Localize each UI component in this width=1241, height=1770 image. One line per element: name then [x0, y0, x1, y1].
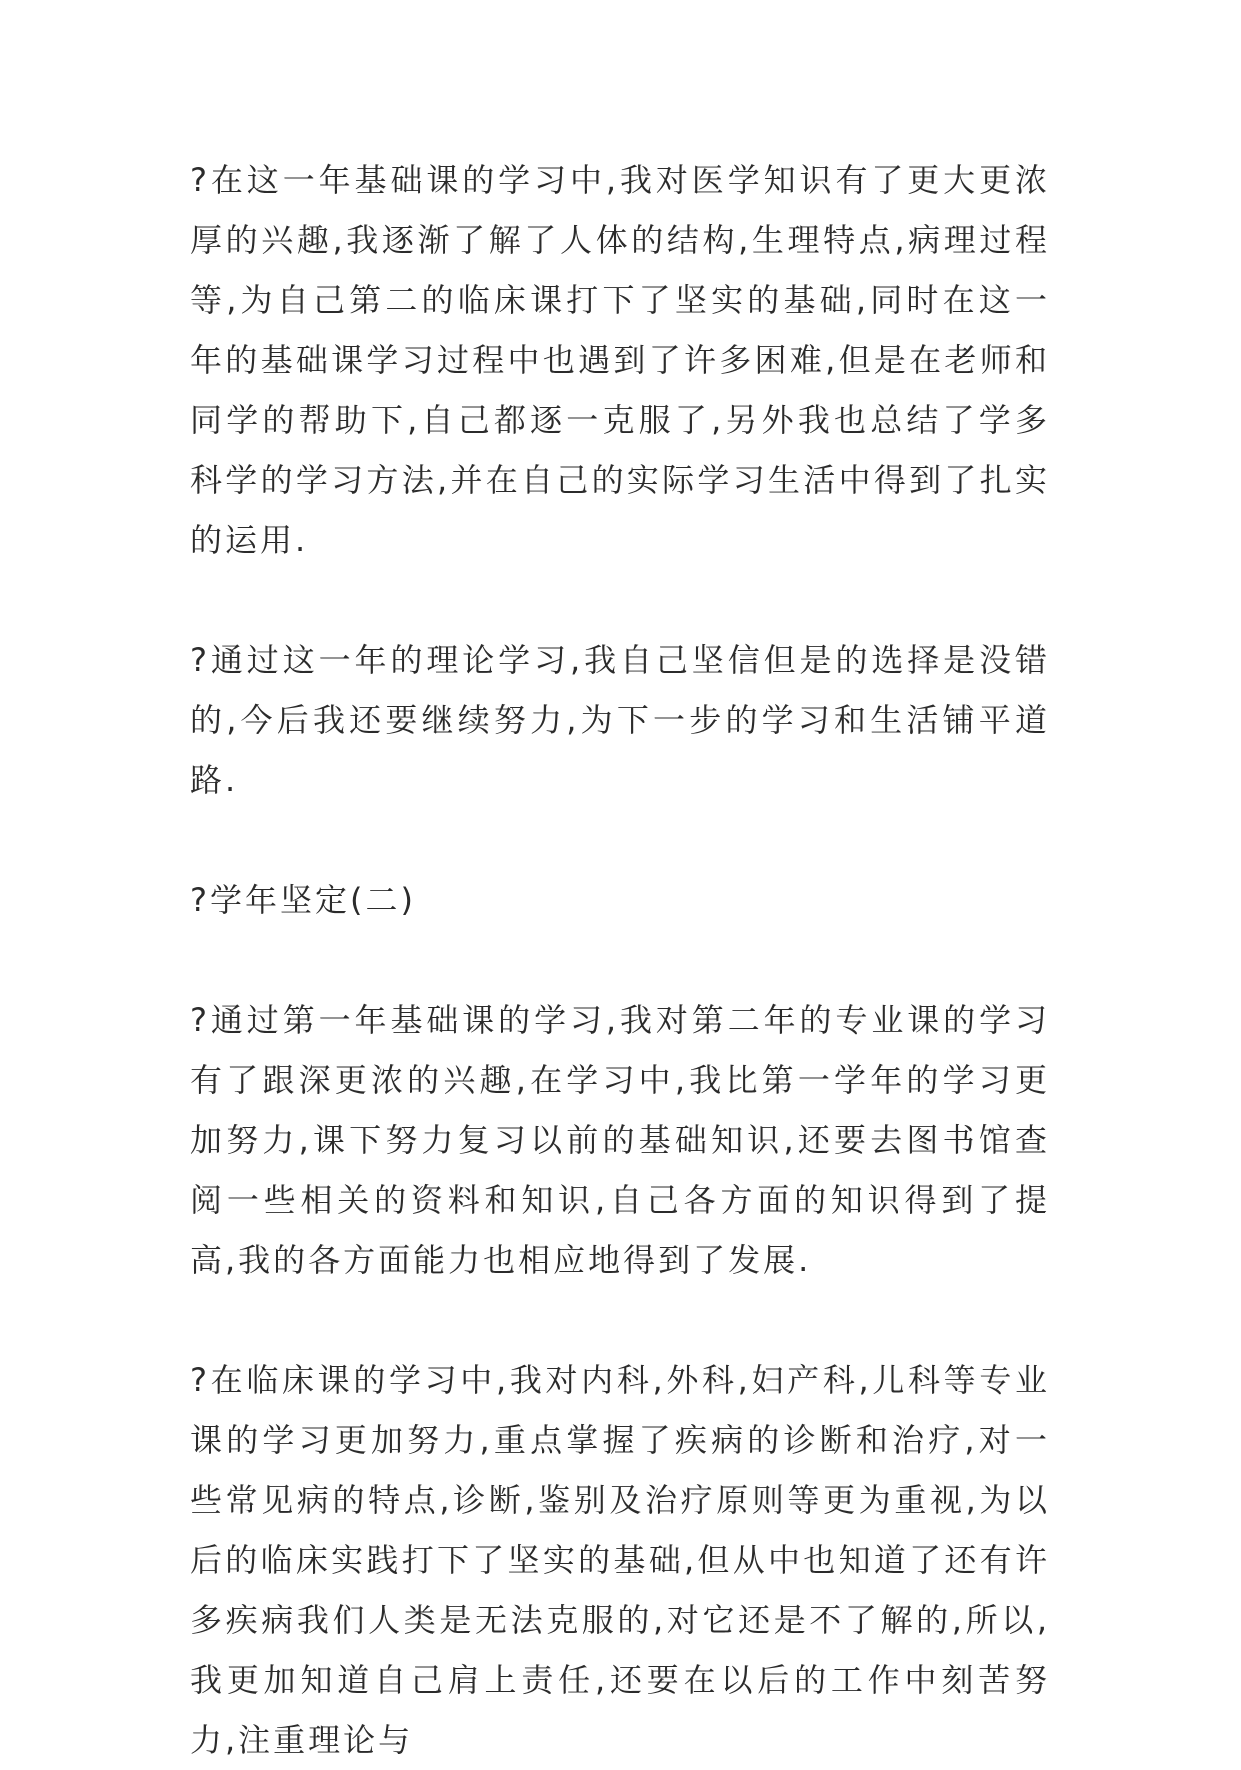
paragraph-theory-study: ?通过这一年的理论学习,我自己坚信但是的选择是没错的,今后我还要继续努力,为下一步的学习和生活铺平道路.: [190, 641, 1050, 799]
section-heading: ?学年坚定(二): [190, 881, 416, 919]
paragraph-specialty-courses: ?通过第一年基础课的学习,我对第二年的专业课的学习有了跟深更浓的兴趣,在学习中,我比第一学年的学习更加努力,课下努力复习以前的基础知识,还要去图书馆查阅一些相关的资料和知识,自己各方面的知识得到了提高,我的各方面能力也相应地得到了发展.: [190, 1001, 1050, 1279]
document-page: [190, 150, 1050, 1770]
paragraph-clinical-courses: ?在临床课的学习中,我对内科,外科,妇产科,儿科等专业课的学习更加努力,重点掌握了疾病的诊断和治疗,对一些常见病的特点,诊断,鉴别及治疗原则等更为重视,为以后的临床实践打下了坚实的基础,但从中也知道了还有许多疾病我们人类是无法克服的,对它还是不了解的,所以,我更加知道自己肩上责任,还要在以后的工作中刻苦努力,注重理论与: [190, 1361, 1050, 1759]
paragraph-study-interest: ?在这一年基础课的学习中,我对医学知识有了更大更浓厚的兴趣,我逐渐了解了人体的结构,生理特点,病理过程等,为自己第二的临床课打下了坚实的基础,同时在这一年的基础课学习过程中也遇到了许多困难,但是在老师和同学的帮助下,自己都逐一克服了,另外我也总结了学多科学的学习方法,并在自己的实际学习生活中得到了扎实的运用.: [190, 161, 1050, 559]
